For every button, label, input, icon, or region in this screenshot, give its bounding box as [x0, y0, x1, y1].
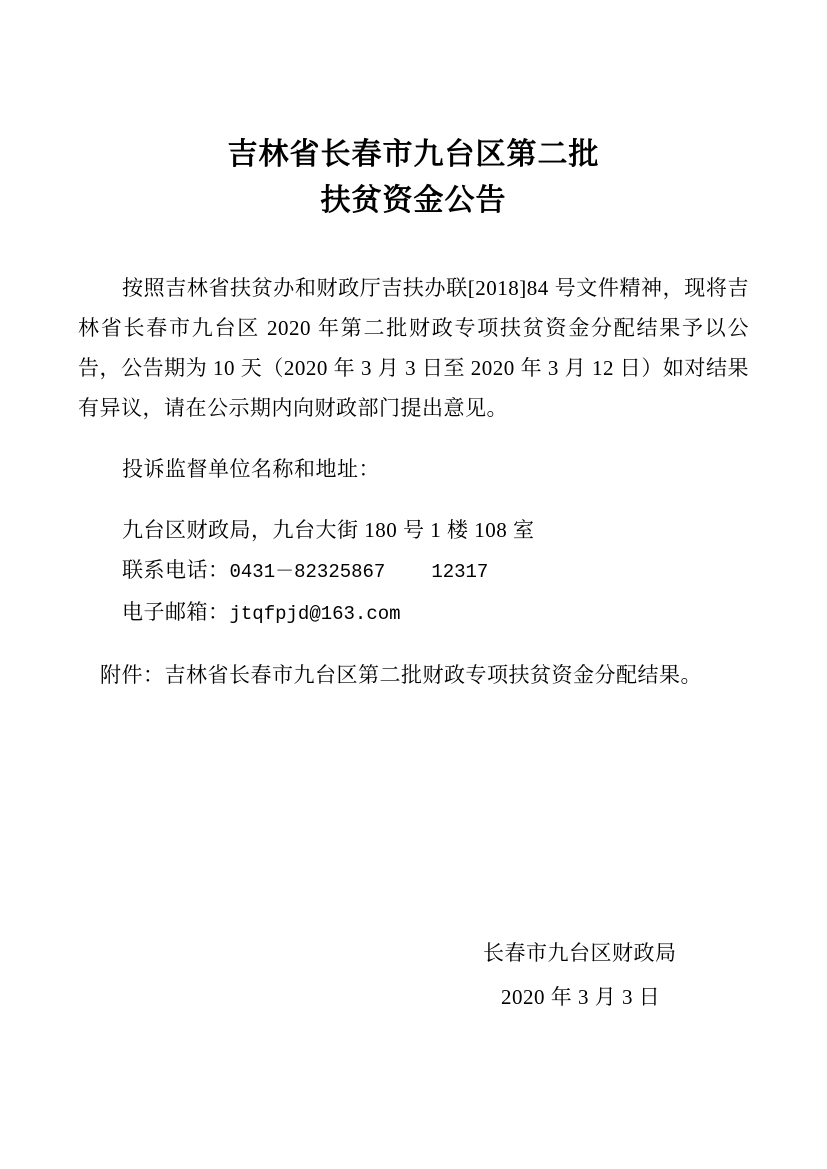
- contact-email-label: 电子邮箱：: [122, 600, 230, 624]
- signature-block: [409, 931, 749, 1019]
- contact-phone-row: [78, 550, 749, 592]
- signature-organization: 长春市九台区财政局: [483, 941, 677, 965]
- title-line-1: 吉林省长春市九台区第二批: [227, 137, 600, 172]
- title-line-2: 扶贫资金公告: [320, 183, 507, 218]
- contact-email-value: jtqfpjd@163.com: [229, 603, 401, 625]
- contact-phone-secondary: 12317: [431, 561, 489, 583]
- document-title: [78, 0, 749, 224]
- contact-address: 九台区财政局，九台大街 180 号 1 楼 108 室: [122, 518, 535, 542]
- contact-phone-primary: 0431－82325867: [229, 561, 386, 583]
- signature-date: 2020 年 3 月 3 日: [501, 985, 661, 1009]
- contact-email-row: [78, 592, 749, 634]
- contact-phone-label: 联系电话：: [122, 558, 230, 582]
- attachment-note: 附件：吉林省长春市九台区第二批财政专项扶贫资金分配结果。: [100, 663, 702, 687]
- document-body: [78, 268, 749, 695]
- contact-heading: 投诉监督单位名称和地址：: [122, 457, 380, 481]
- paragraph-notice: 按照吉林省扶贫办和财政厅吉扶办联[2018]84 号文件精神，现将吉林省长春市九台区 2020 年第二批财政专项扶贫资金分配结果予以公告，公告期为 10 天（2020 年 3 月 3 日至 2020 年 3 月 12 日）如对结果有异议，请在公示期内向财政部门提出意见。: [78, 276, 749, 420]
